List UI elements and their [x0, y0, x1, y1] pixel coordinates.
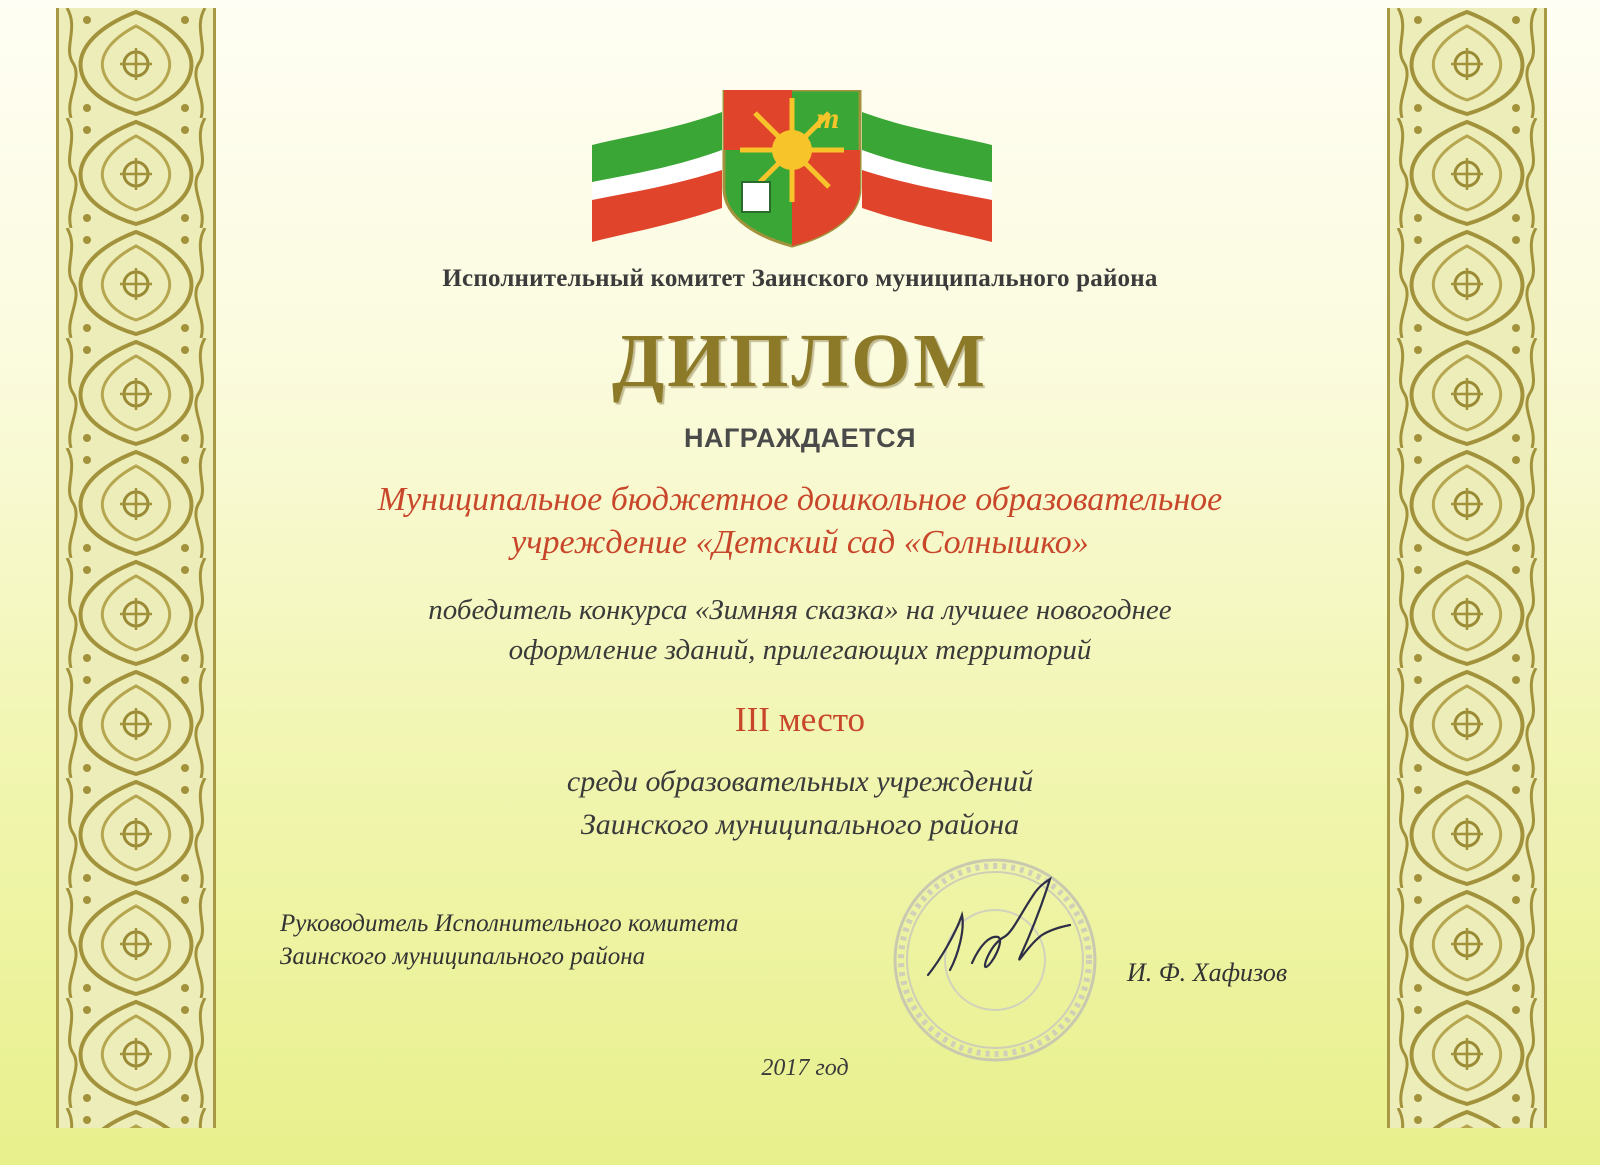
issuer-heading: Исполнительный комитет Заинского муниципального района: [442, 265, 1158, 292]
issue-year: 2017 год: [761, 1055, 849, 1081]
awarded-label: НАГРАЖДАЕТСЯ: [684, 423, 916, 453]
award-scope: [0, 760, 1600, 846]
description-line: победитель конкурса «Зимняя сказка» на лучшее новогоднее: [428, 594, 1172, 626]
svg-text:т: т: [816, 102, 840, 135]
left-ornament-border: [56, 8, 216, 1128]
right-ornament-pattern: [1390, 8, 1544, 1128]
right-ornament-border: [1387, 8, 1547, 1128]
handwritten-signature: [920, 875, 1090, 995]
signatory-title: [280, 907, 738, 973]
scope-line: среди образовательных учреждений: [566, 765, 1034, 798]
scope-line: Заинского муниципального района: [580, 808, 1020, 841]
recipient-line: Муниципальное бюджетное дошкольное образовательное: [377, 481, 1223, 518]
place-label: III место: [734, 700, 866, 739]
signatory-title-line: Руководитель Исполнительного комитета: [280, 910, 739, 937]
recipient-line: учреждение «Детский сад «Солнышко»: [511, 524, 1089, 561]
description-line: оформление зданий, прилегающих территорий: [508, 634, 1092, 666]
left-ornament-pattern: [59, 8, 213, 1128]
recipient-name: [0, 478, 1600, 564]
award-description: [0, 590, 1600, 670]
signatory-name: И. Ф. Хафизов: [1127, 958, 1288, 987]
signatory-title-line: Заинского муниципального района: [280, 943, 646, 970]
coat-of-arms-emblem: [592, 90, 992, 250]
diploma-title: ДИПЛОМ: [612, 319, 988, 403]
